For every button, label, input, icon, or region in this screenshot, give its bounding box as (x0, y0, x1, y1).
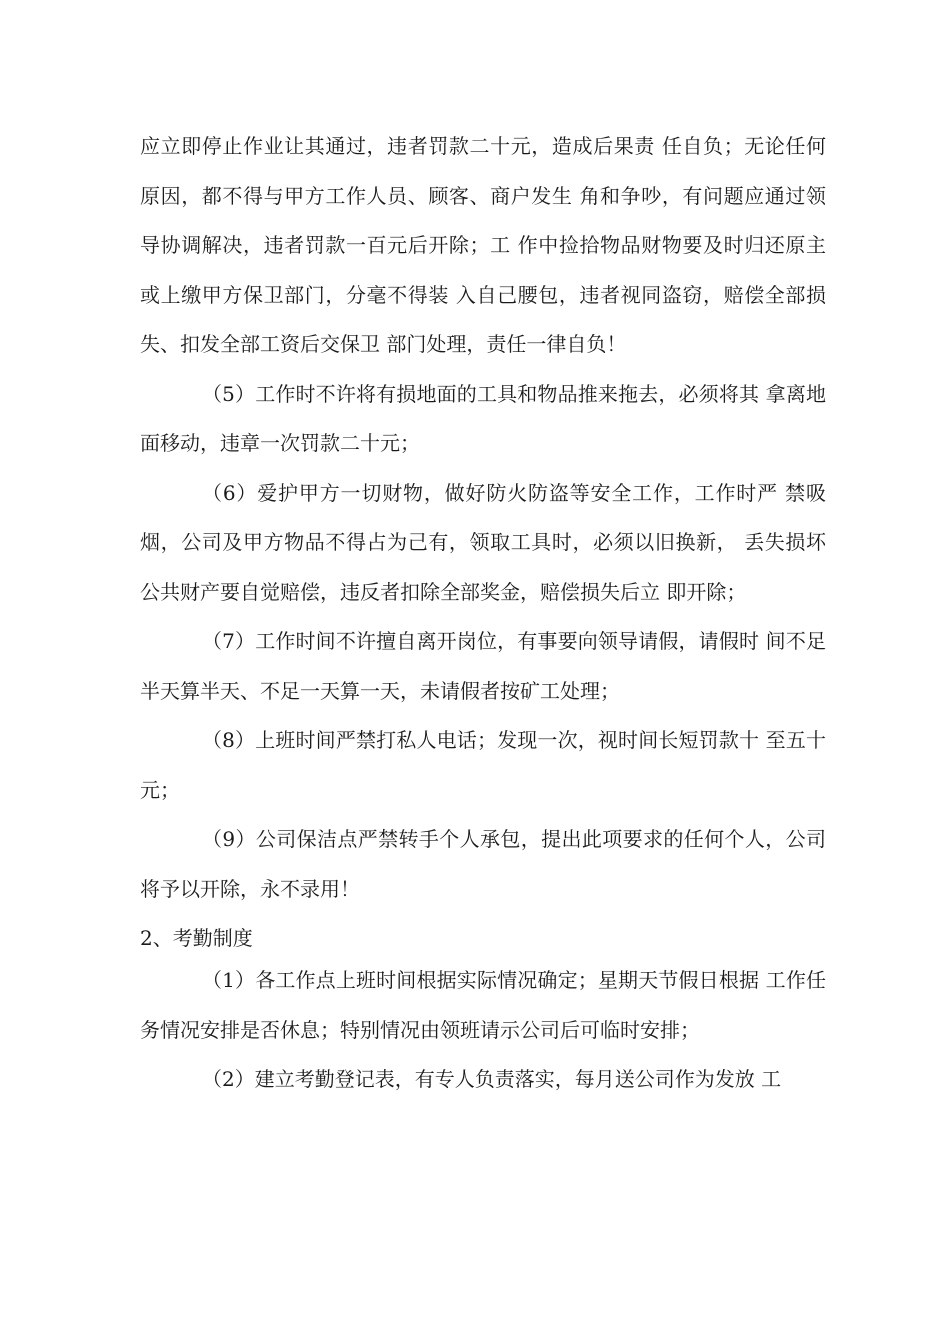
paragraph-item-7: （7）工作时间不许擅自离开岗位，有事要向领导请假，请假时 间不足半天算半天、不足一天算一天，未请假者按矿工处理； (140, 629, 826, 703)
paragraph-attendance-1: （1）各工作点上班时间根据实际情况确定；星期天节假日根据 工作任务情况安排是否休息；特别情况由领班请示公司后可临时安排； (140, 968, 826, 1042)
paragraph-item-8: （8）上班时间严禁打私人电话；发现一次，视时间长短罚款十 至五十元； (140, 728, 826, 802)
paragraph-item-9: （9）公司保洁点严禁转手个人承包，提出此项要求的任何个人，公司将予以开除，永不录用！ (140, 827, 826, 901)
paragraph-item-5: （5）工作时不许将有损地面的工具和物品推来拖去，必须将其 拿离地面移动，违章一次罚款二十元； (140, 381, 826, 455)
section-heading-text: 2、考勤制度 (140, 926, 253, 950)
paragraph-continuation: 应立即停止作业让其通过，违者罚款二十元，造成后果责 任自负；无论任何原因，都不得与甲方工作人员、顾客、商户发生 角和争吵，有问题应通过领导协调解决，违者罚款一百元后开除；工 作中捡拾物品财物要及时归还原主或上缴甲方保卫部门，分毫不得装 入自己腰包，违者视同盗窃，赔偿全部损失、扣发全部工资后交保卫 部门处理，责任一律自负！ (140, 134, 826, 356)
paragraph-attendance-2: （2）建立考勤登记表，有专人负责落实，每月送公司作为发放 工 (202, 1067, 782, 1091)
section-heading-attendance (140, 914, 826, 956)
paragraph-item-6: （6）爱护甲方一切财物，做好防火防盗等安全工作，工作时严 禁吸烟，公司及甲方物品不得占为己有，领取工具时，必须以旧换新， 丢失损坏公共财产要自觉赔偿，违反者扣除全部奖金，赔偿损失后立 即开除； (140, 480, 826, 604)
document-body (140, 122, 826, 1105)
